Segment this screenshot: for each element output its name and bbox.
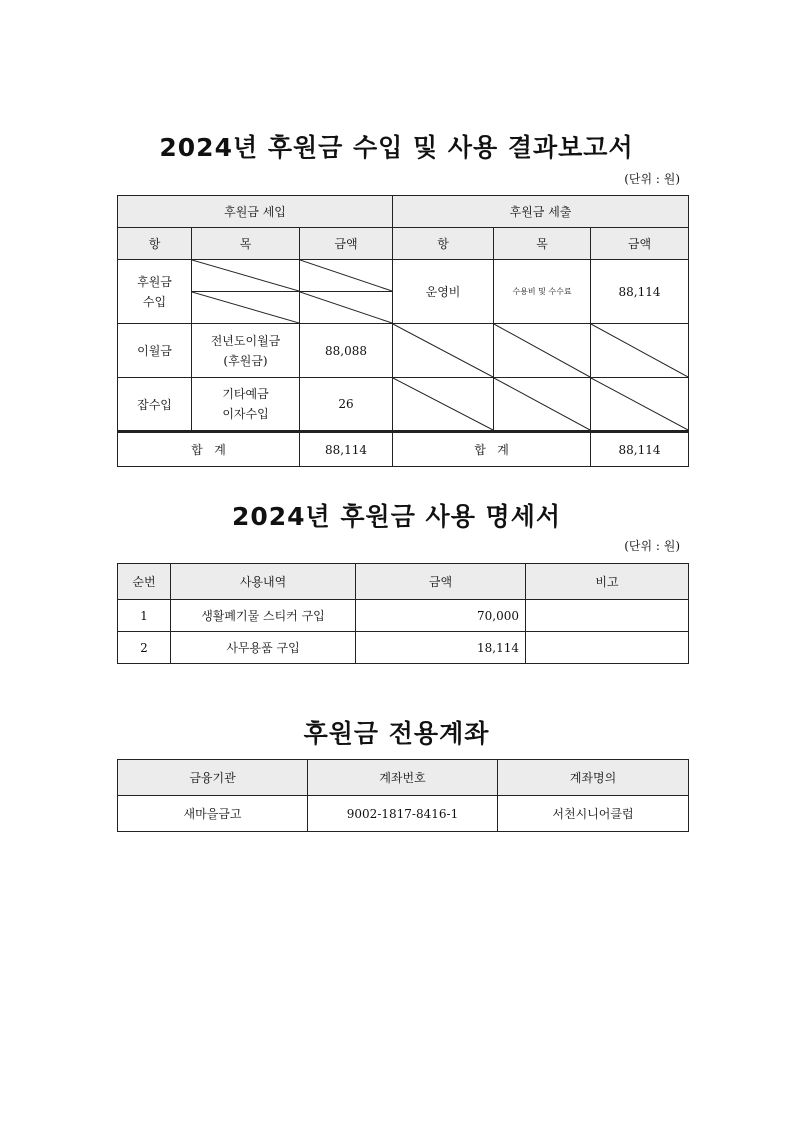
usage-desc: 사무용품 구입 [171, 632, 356, 664]
income-mok-misc: 기타예금 이자수입 [192, 378, 300, 432]
usage-no: 1 [118, 600, 171, 632]
account-bank: 새마을금고 [118, 796, 308, 832]
empty-diag-cell [393, 378, 494, 432]
usage-col-desc: 사용내역 [171, 564, 356, 600]
usage-unit: (단위 : 원) [624, 539, 680, 553]
account-col-holder: 계좌명의 [498, 760, 689, 796]
expense-col-mok: 목 [494, 228, 591, 260]
usage-note [526, 632, 689, 664]
expense-total-label: 합 계 [393, 432, 591, 467]
income-col-amount: 금액 [300, 228, 393, 260]
empty-diag-cell [591, 324, 689, 378]
account-col-number: 계좌번호 [308, 760, 498, 796]
usage-desc: 생활폐기물 스티커 구입 [171, 600, 356, 632]
expense-hang-operation: 운영비 [393, 260, 494, 324]
income-hang-misc: 잡수입 [118, 378, 192, 432]
income-amount-misc: 26 [300, 378, 393, 432]
expense-header: 후원금 세출 [393, 196, 689, 228]
empty-diag-cell [192, 292, 300, 324]
report-table [117, 195, 689, 467]
empty-diag-cell [393, 324, 494, 378]
income-total-label: 합 계 [118, 432, 300, 467]
empty-diag-cell [300, 292, 393, 324]
usage-title: 2024년 후원금 사용 명세서 [231, 502, 562, 531]
usage-note [526, 600, 689, 632]
table-row [118, 632, 689, 664]
expense-col-hang: 항 [393, 228, 494, 260]
report-title: 2024년 후원금 수입 및 사용 결과보고서 [159, 133, 634, 162]
empty-diag-cell [494, 324, 591, 378]
account-table [117, 759, 689, 832]
empty-diag-cell [494, 378, 591, 432]
expense-total-amount: 88,114 [591, 432, 689, 467]
expense-mok-fees: 수용비 및 수수료 [494, 260, 591, 324]
account-holder: 서천시니어클럽 [498, 796, 689, 832]
empty-diag-cell [192, 260, 300, 292]
usage-no: 2 [118, 632, 171, 664]
expense-amount: 88,114 [591, 260, 689, 324]
account-number: 9002-1817-8416-1 [308, 796, 498, 832]
usage-col-amount: 금액 [356, 564, 526, 600]
empty-diag-cell [591, 378, 689, 432]
income-col-mok: 목 [192, 228, 300, 260]
income-amount-carryover: 88,088 [300, 324, 393, 378]
expense-col-amount: 금액 [591, 228, 689, 260]
empty-diag-cell [300, 260, 393, 292]
usage-table [117, 563, 689, 664]
income-header: 후원금 세입 [118, 196, 393, 228]
income-hang-carryover: 이월금 [118, 324, 192, 378]
income-total-amount: 88,114 [300, 432, 393, 467]
account-col-bank: 금융기관 [118, 760, 308, 796]
table-row [118, 600, 689, 632]
report-unit: (단위 : 원) [624, 172, 680, 186]
usage-col-note: 비고 [526, 564, 689, 600]
usage-col-no: 순번 [118, 564, 171, 600]
usage-amount: 70,000 [356, 600, 526, 632]
usage-amount: 18,114 [356, 632, 526, 664]
income-col-hang: 항 [118, 228, 192, 260]
income-hang-donation: 후원금 수입 [118, 260, 192, 324]
income-mok-carryover: 전년도이월금 (후원금) [192, 324, 300, 378]
account-title: 후원금 전용계좌 [303, 719, 490, 748]
